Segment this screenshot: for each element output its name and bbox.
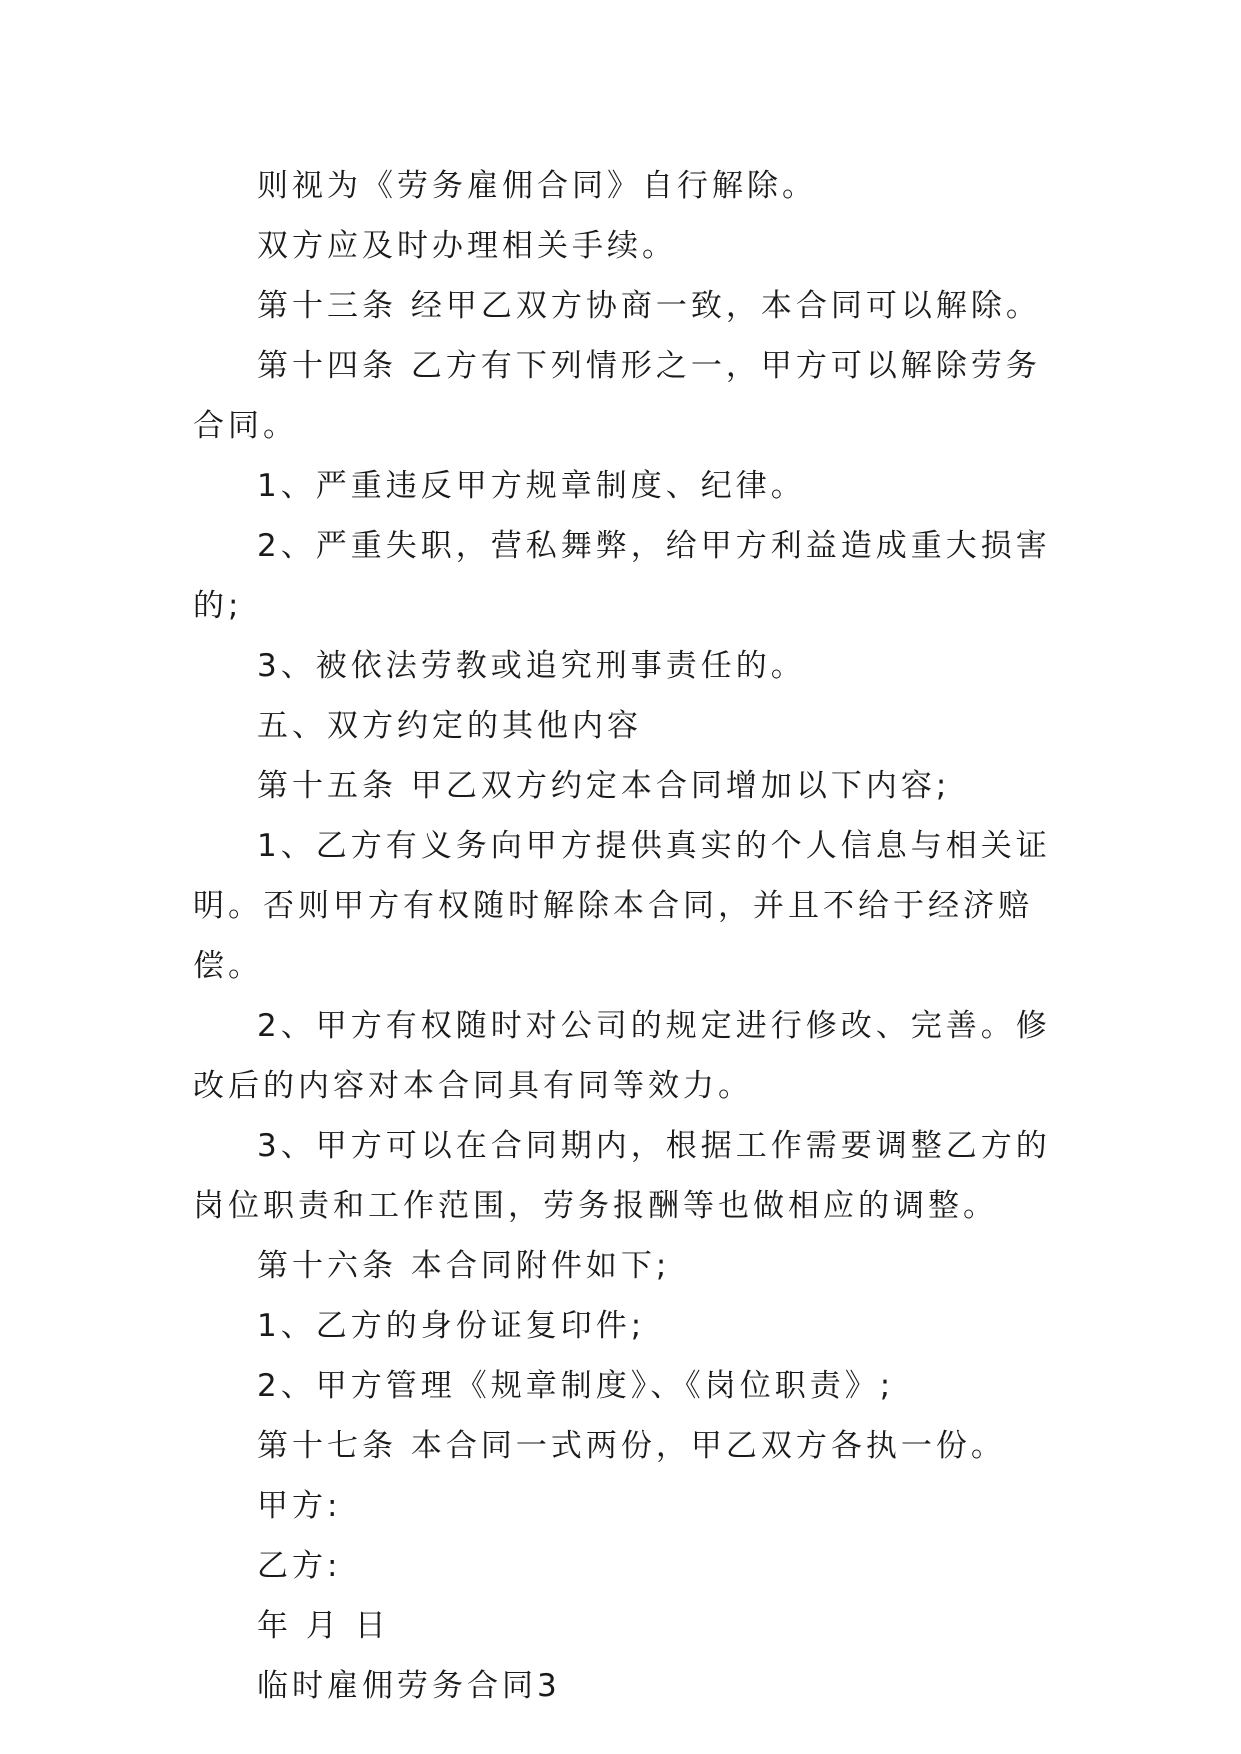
paragraph-16: 第十七条 本合同一式两份，甲乙双方各执一份。 [257,1428,1006,1464]
paragraph-13: 第十六条 本合同附件如下; [257,1248,671,1284]
paragraph-9: 第十五条 甲乙双方约定本合同增加以下内容; [257,768,951,804]
paragraph-12: 3、甲方可以在合同期内，根据工作需要调整乙方的岗位职责和工作范围，劳务报酬等也做相应的调整。 [193,1128,1051,1224]
paragraph-15: 2、甲方管理《规章制度》、《岗位职责》; [257,1368,895,1404]
paragraph-10: 1、乙方有义务向甲方提供真实的个人信息与相关证明。否则甲方有权随时解除本合同，并且不给于经济赔偿。 [193,828,1051,984]
paragraph-17: 甲方: [257,1488,342,1524]
paragraph-18: 乙方: [257,1548,342,1584]
paragraph-1: 则视为《劳务雇佣合同》自行解除。 [257,168,817,204]
paragraph-5: 1、严重违反甲方规章制度、纪律。 [257,468,806,504]
paragraph-14: 1、乙方的身份证复印件; [257,1308,646,1344]
paragraph-20: 临时雇佣劳务合同3 [257,1668,561,1704]
paragraph-8: 五、双方约定的其他内容 [257,708,642,744]
paragraph-11: 2、甲方有权随时对公司的规定进行修改、完善。修改后的内容对本合同具有同等效力。 [193,1008,1051,1104]
paragraph-7: 3、被依法劳教或追究刑事责任的。 [257,648,806,684]
paragraph-2: 双方应及时办理相关手续。 [257,228,677,264]
paragraph-4: 第十四条 乙方有下列情形之一，甲方可以解除劳务合同。 [193,348,1041,444]
document-body [193,156,1073,1716]
paragraph-6: 2、严重失职，营私舞弊，给甲方利益造成重大损害的; [193,528,1051,624]
paragraph-19: 年 月 日 [257,1608,390,1644]
paragraph-3: 第十三条 经甲乙双方协商一致，本合同可以解除。 [257,288,1041,324]
